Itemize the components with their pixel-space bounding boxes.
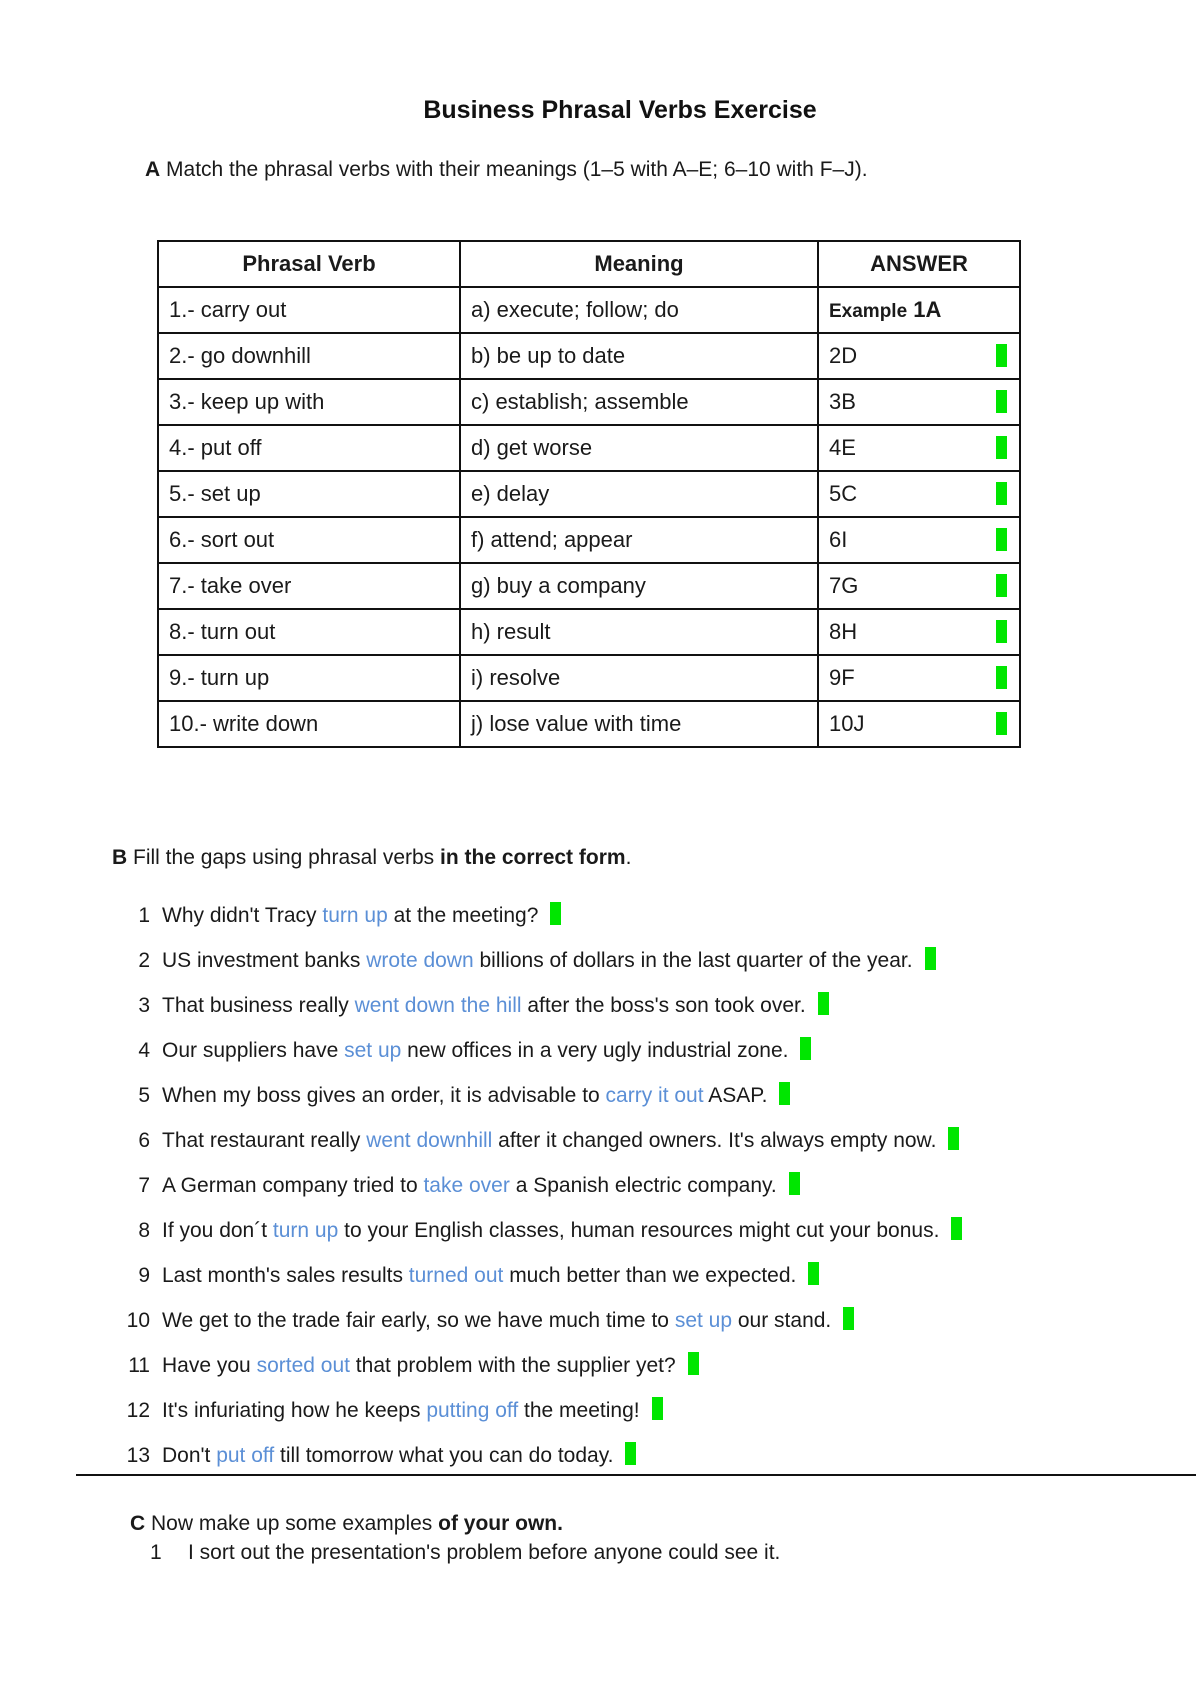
answer-cell (818, 609, 1020, 655)
sentence-start: Last month's sales results (162, 1264, 409, 1287)
phrasal-verb-cell: 8.- turn out (158, 609, 460, 655)
list-item (110, 1208, 962, 1253)
answer-text: 9F (829, 665, 855, 690)
sentence-end: a Spanish electric company. (509, 1174, 777, 1197)
item-number: 2 (138, 949, 150, 972)
check-mark-icon (625, 1442, 636, 1465)
filled-answer: carry it out (605, 1084, 704, 1107)
table-row (158, 425, 1020, 471)
check-mark-icon (843, 1307, 854, 1330)
answer-cell (818, 563, 1020, 609)
filled-answer: went down the hill (354, 994, 522, 1017)
list-item (110, 1298, 962, 1343)
filled-answer: went downhill (366, 1129, 493, 1152)
header-answer: ANSWER (818, 241, 1020, 287)
answer-cell (818, 471, 1020, 517)
check-mark-icon (800, 1037, 811, 1060)
sentence-start: Don't (162, 1444, 217, 1467)
instruction-text: Fill the gaps using phrasal verbs (133, 846, 441, 869)
sentence-start: That business really (162, 994, 355, 1017)
item-number: 3 (138, 994, 150, 1017)
answer-cell (818, 701, 1020, 747)
sentence-start: Why didn't Tracy (162, 904, 323, 927)
phrasal-verb-cell: 6.- sort out (158, 517, 460, 563)
sentence-end: the meeting! (518, 1399, 640, 1422)
phrasal-verb-cell: 10.- write down (158, 701, 460, 747)
sentence-start: It's infuriating how he keeps (162, 1399, 427, 1422)
table-row (158, 471, 1020, 517)
item-number: 7 (138, 1174, 150, 1197)
filled-answer: putting off (426, 1399, 519, 1422)
phrasal-verb-cell: 5.- set up (158, 471, 460, 517)
section-divider (76, 1474, 1196, 1476)
list-item (110, 893, 962, 938)
table-row (158, 701, 1020, 747)
item-number: 11 (128, 1354, 150, 1377)
filled-answer: turned out (408, 1264, 504, 1287)
item-number: 8 (138, 1219, 150, 1242)
check-mark-icon (652, 1397, 663, 1420)
check-mark-icon (996, 574, 1007, 597)
item-number: 5 (138, 1084, 150, 1107)
check-mark-icon (996, 344, 1007, 367)
answer-cell (818, 655, 1020, 701)
phrasal-verb-cell: 2.- go downhill (158, 333, 460, 379)
sentence-end: after the boss's son took over. (521, 994, 806, 1017)
sentence-start: US investment banks (162, 949, 367, 972)
answer-text: 5C (829, 481, 858, 506)
sentence-end: till tomorrow what you can do today. (274, 1444, 614, 1467)
filled-answer: set up (674, 1309, 733, 1332)
list-item (110, 1388, 962, 1433)
check-mark-icon (779, 1082, 790, 1105)
phrasal-verb-cell: 9.- turn up (158, 655, 460, 701)
list-item (110, 1433, 962, 1478)
example-answer: 1A (913, 297, 942, 322)
answer-text: 8H (829, 619, 858, 644)
list-item (110, 1118, 962, 1163)
own-example (150, 1541, 780, 1565)
item-number: 4 (138, 1039, 150, 1062)
meaning-cell: j) lose value with time (460, 701, 818, 747)
check-mark-icon (996, 390, 1007, 413)
meaning-cell: f) attend; appear (460, 517, 818, 563)
list-item (110, 983, 962, 1028)
section-a-instruction (145, 158, 868, 182)
meaning-cell: b) be up to date (460, 333, 818, 379)
instruction-text: Now make up some examples (151, 1512, 439, 1535)
meaning-cell: d) get worse (460, 425, 818, 471)
sentence-start: When my boss gives an order, it is advisable to (162, 1084, 606, 1107)
item-number: 10 (126, 1309, 150, 1332)
example-label: Example (829, 301, 908, 322)
check-mark-icon (996, 712, 1007, 735)
sentence-end: much better than we expected. (503, 1264, 797, 1287)
filled-answer: sorted out (256, 1354, 350, 1377)
check-mark-icon (789, 1172, 800, 1195)
table-row (158, 609, 1020, 655)
sentence-start: A German company tried to (162, 1174, 424, 1197)
item-number: 1 (138, 904, 150, 927)
table-row (158, 517, 1020, 563)
section-b-instruction (112, 846, 631, 870)
table-row (158, 655, 1020, 701)
check-mark-icon (948, 1127, 959, 1150)
meaning-cell: a) execute; follow; do (460, 287, 818, 333)
answer-cell (818, 425, 1020, 471)
filled-answer: put off (216, 1444, 275, 1467)
check-mark-icon (925, 947, 936, 970)
answer-text: 10J (829, 711, 865, 736)
table-row (158, 333, 1020, 379)
check-mark-icon (996, 482, 1007, 505)
instruction-emphasis: of your own. (438, 1512, 563, 1535)
phrasal-verb-cell: 4.- put off (158, 425, 460, 471)
matching-table (157, 240, 1021, 748)
meaning-cell: h) result (460, 609, 818, 655)
check-mark-icon (688, 1352, 699, 1375)
answer-text: 7G (829, 573, 859, 598)
section-letter: C (130, 1512, 146, 1535)
check-mark-icon (996, 666, 1007, 689)
section-c-instruction (130, 1512, 563, 1536)
answer-text: 3B (829, 389, 856, 414)
sentence-end: our stand. (732, 1309, 832, 1332)
check-mark-icon (818, 992, 829, 1015)
answer-cell (818, 379, 1020, 425)
sentence-end: that problem with the supplier yet? (349, 1354, 676, 1377)
instruction-text: Match the phrasal verbs with their meanings (1–5 with A–E; 6–10 with F–J). (166, 158, 868, 181)
page-title: Business Phrasal Verbs Exercise (423, 96, 817, 124)
answer-text: 4E (829, 435, 856, 460)
sentence-end: billions of dollars in the last quarter of the year. (473, 949, 913, 972)
item-number: 6 (138, 1129, 150, 1152)
filled-answer: turn up (322, 904, 388, 927)
filled-answer: turn up (272, 1219, 339, 1242)
answer-cell (818, 333, 1020, 379)
sentence-start: Have you (162, 1354, 257, 1377)
sentence-start: We get to the trade fair early, so we have much time to (162, 1309, 675, 1332)
list-item (110, 938, 962, 983)
example-number: 1 (150, 1541, 162, 1564)
example-text: I sort out the presentation's problem before anyone could see it. (188, 1541, 781, 1564)
check-mark-icon (550, 902, 561, 925)
table-header-row (158, 241, 1020, 287)
sentence-end: after it changed owners. It's always empty now. (492, 1129, 937, 1152)
meaning-cell: e) delay (460, 471, 818, 517)
sentence-end: new offices in a very ugly industrial zone. (401, 1039, 789, 1062)
filled-answer: take over (423, 1174, 510, 1197)
filled-answer: wrote down (366, 949, 474, 972)
sentence-end: to your English classes, human resources might cut your bonus. (338, 1219, 940, 1242)
item-number: 13 (126, 1444, 150, 1467)
list-item (110, 1253, 962, 1298)
section-letter: B (112, 846, 128, 869)
section-letter: A (145, 158, 161, 181)
answer-text: 6I (829, 527, 848, 552)
phrasal-verb-cell: 3.- keep up with (158, 379, 460, 425)
gap-fill-list (110, 893, 962, 1478)
check-mark-icon (996, 436, 1007, 459)
meaning-cell: c) establish; assemble (460, 379, 818, 425)
meaning-cell: i) resolve (460, 655, 818, 701)
sentence-end: at the meeting? (387, 904, 539, 927)
list-item (110, 1028, 962, 1073)
sentence-start: If you don´t (162, 1219, 273, 1242)
answer-cell (818, 287, 1020, 333)
table-row (158, 287, 1020, 333)
check-mark-icon (808, 1262, 819, 1285)
list-item (110, 1163, 962, 1208)
answer-text: 2D (829, 343, 858, 368)
filled-answer: set up (344, 1039, 402, 1062)
check-mark-icon (996, 620, 1007, 643)
table-row (158, 379, 1020, 425)
header-phrasal-verb: Phrasal Verb (158, 241, 460, 287)
check-mark-icon (951, 1217, 962, 1240)
list-item (110, 1073, 962, 1118)
phrasal-verb-cell: 7.- take over (158, 563, 460, 609)
list-item (110, 1343, 962, 1388)
sentence-start: That restaurant really (162, 1129, 367, 1152)
sentence-start: Our suppliers have (162, 1039, 345, 1062)
instruction-end: . (625, 846, 632, 869)
header-meaning: Meaning (460, 241, 818, 287)
sentence-end: ASAP. (703, 1084, 768, 1107)
answer-cell (818, 517, 1020, 563)
check-mark-icon (996, 528, 1007, 551)
instruction-emphasis: in the correct form (440, 846, 626, 869)
phrasal-verb-cell: 1.- carry out (158, 287, 460, 333)
item-number: 9 (138, 1264, 150, 1287)
item-number: 12 (126, 1399, 150, 1422)
meaning-cell: g) buy a company (460, 563, 818, 609)
table-row (158, 563, 1020, 609)
